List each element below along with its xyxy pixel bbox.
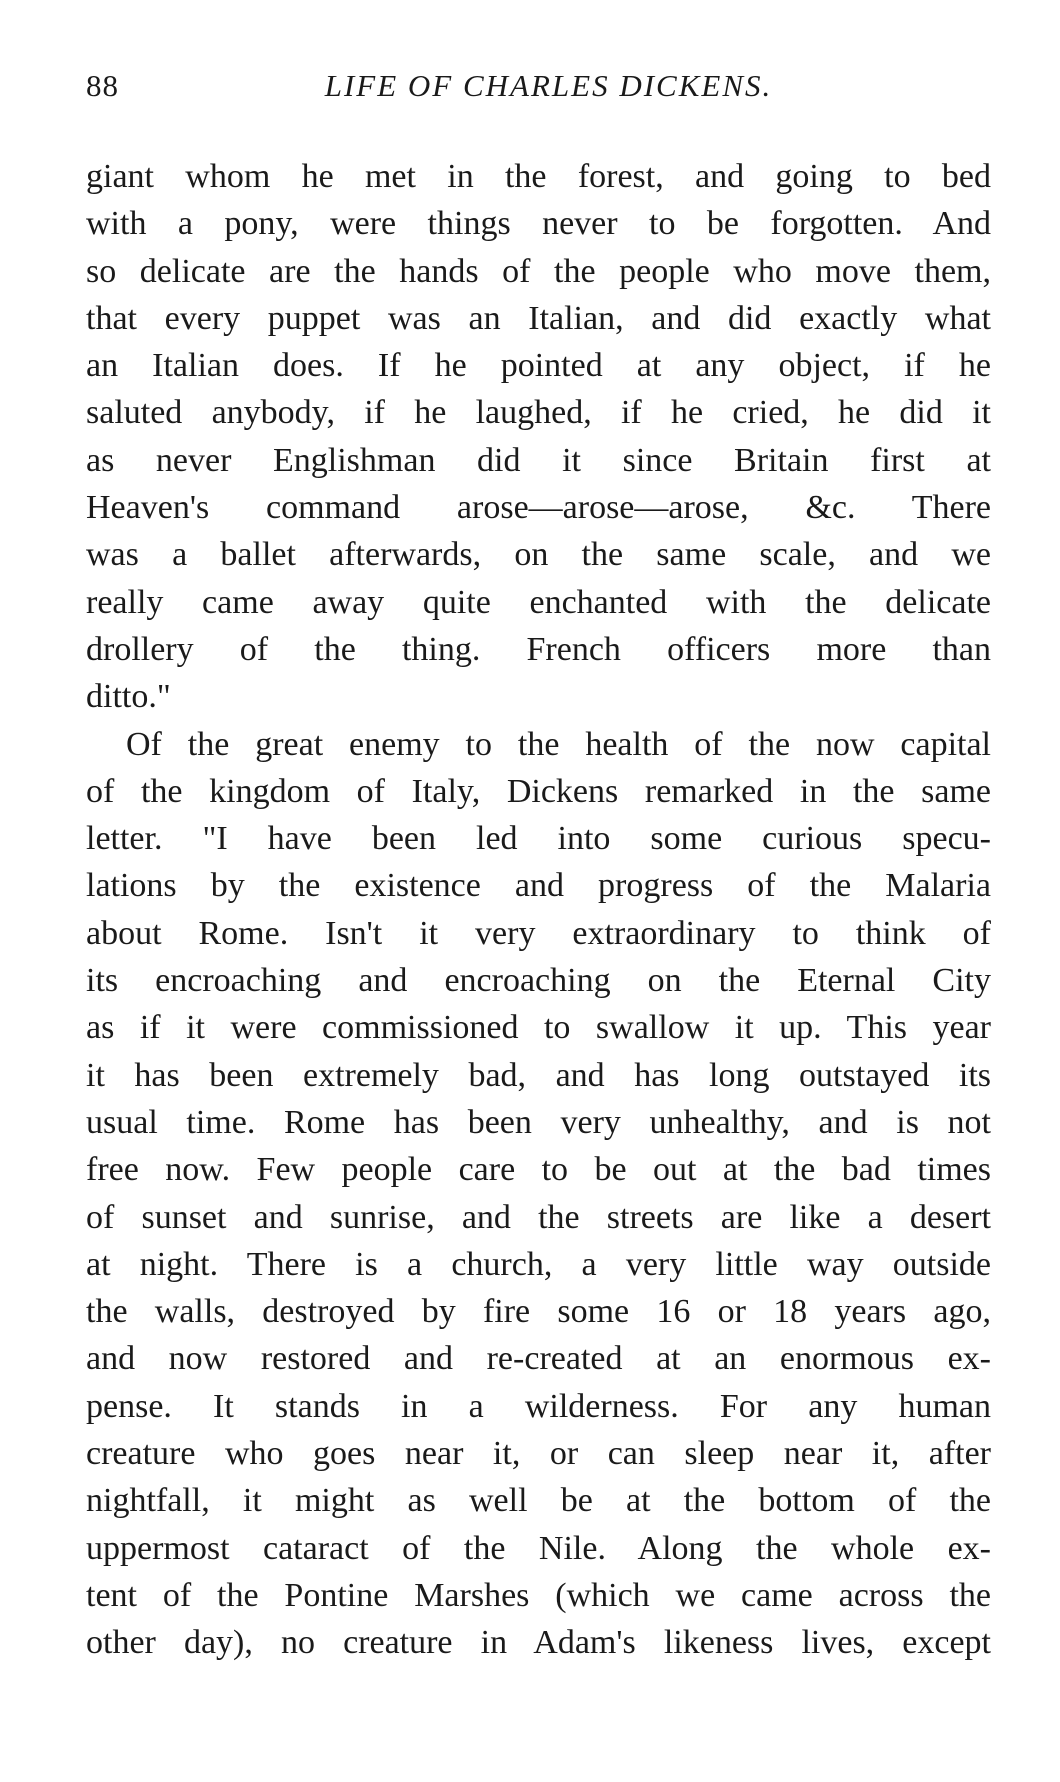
text-line: giant whom he met in the forest, and going to bed (86, 158, 991, 195)
page-header (86, 68, 991, 112)
text-line: of the kingdom of Italy, Dickens remarked in the same (86, 772, 991, 810)
text-line: Heaven's command arose—arose—arose, &c. There (86, 489, 991, 527)
text-line: creature who goes near it, or can sleep near it, after (86, 1435, 991, 1473)
text-line: really came away quite enchanted with the delicate (86, 583, 991, 621)
text-line: Of the great enemy to the health of the now capital (126, 725, 991, 763)
text-line: an Italian does. If he pointed at any object, if he (86, 347, 991, 385)
page-number: 88 (86, 68, 119, 103)
running-title: LIFE OF CHARLES DICKENS. (324, 68, 773, 103)
text-line: pense. It stands in a wilderness. For any human (86, 1387, 991, 1425)
text-line: as if it were commissioned to swallow it up. This year (86, 1009, 991, 1047)
body-text (86, 153, 991, 1667)
text-line: at night. There is a church, a very little way outside (86, 1245, 991, 1283)
text-line: it has been extremely bad, and has long outstayed its (86, 1056, 991, 1094)
text-line: that every puppet was an Italian, and did exactly what (86, 299, 991, 337)
text-line: nightfall, it might as well be at the bottom of the (86, 1482, 991, 1520)
text-line: of sunset and sunrise, and the streets are like a desert (86, 1198, 991, 1236)
text-line: about Rome. Isn't it very extraordinary to think of (86, 914, 991, 952)
text-line: so delicate are the hands of the people who move them, (86, 252, 991, 290)
text-line: lations by the existence and progress of the Malaria (86, 867, 991, 905)
text-line: drollery of the thing. French officers more than (86, 630, 991, 668)
text-line: was a ballet afterwards, on the same scale, and we (86, 536, 991, 574)
text-line: ditto." (86, 678, 171, 716)
text-line: other day), no creature in Adam's likeness lives, except (86, 1624, 991, 1662)
text-line: its encroaching and encroaching on the Eternal City (86, 962, 991, 1000)
text-line: with a pony, were things never to be forgotten. And (86, 205, 991, 243)
paragraph-continued (86, 153, 991, 721)
text-line: as never Englishman did it since Britain first at (86, 441, 991, 479)
text-line: the walls, destroyed by fire some 16 or 18 years ago, (86, 1293, 991, 1331)
text-line: and now restored and re-created at an enormous ex- (86, 1340, 991, 1378)
text-line: letter. "I have been led into some curious specu- (86, 820, 991, 858)
text-line: free now. Few people care to be out at the bad times (86, 1151, 991, 1189)
text-line: saluted anybody, if he laughed, if he cried, he did it (86, 394, 991, 432)
text-line: tent of the Pontine Marshes (which we came across the (86, 1576, 991, 1614)
text-line: usual time. Rome has been very unhealthy, and is not (86, 1103, 991, 1141)
text-line: uppermost cataract of the Nile. Along the whole ex- (86, 1529, 991, 1567)
paragraph-malaria (86, 721, 991, 1667)
